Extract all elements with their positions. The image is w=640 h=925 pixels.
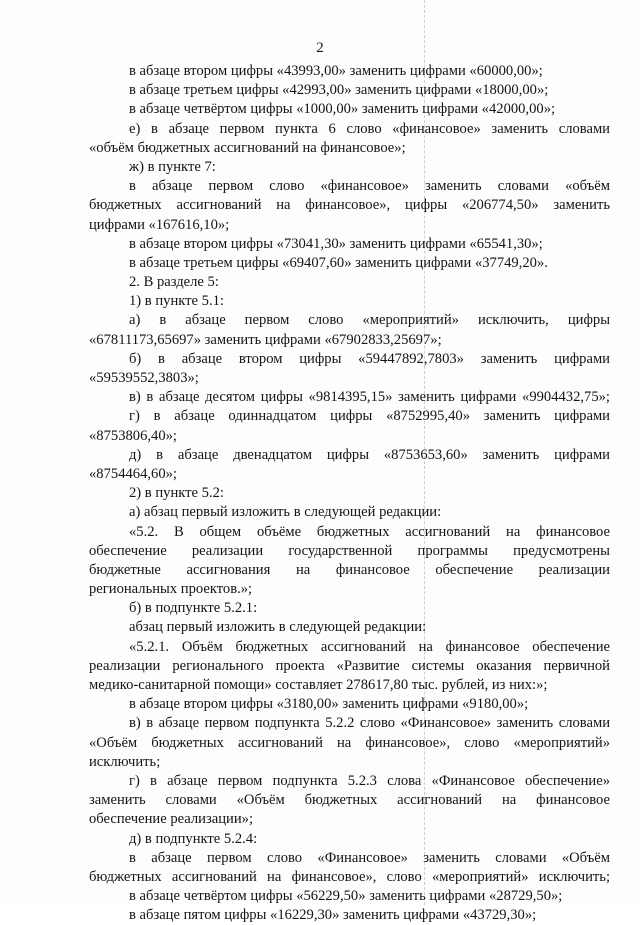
text-line: обеспечение реализации государственной программы предусмотрены (89, 542, 610, 559)
text-line: в абзаце втором цифры «73041,30» заменить цифрами «65541,30»; (129, 235, 543, 252)
text-line: в абзаце пятом цифры «16229,30» заменить цифрами «43729,30»; (129, 907, 537, 924)
text-line: в абзаце первом слово «финансовое» заменить словами «объём (129, 178, 610, 195)
text-line: в абзаце четвёртом цифры «56229,50» заменить цифрами «28729,50»; (129, 888, 563, 905)
text-line: б) в абзаце втором цифры «59447892,7803» заменить цифрами (129, 350, 610, 367)
text-line: г) в абзаце одиннадцатом цифры «8752995,40» заменить цифрами (129, 408, 610, 425)
text-line: «объём бюджетных ассигнований на финансовое»; (89, 139, 406, 156)
text-line: «8753806,40»; (89, 427, 177, 444)
text-line: 2) в пункте 5.2: (129, 485, 224, 502)
text-line: бюджетных ассигнований на финансовое», цифры «206774,50» заменить (89, 197, 610, 214)
text-line: б) в подпункте 5.2.1: (129, 600, 258, 617)
text-line: исключить; (89, 753, 161, 770)
text-line: в абзаце втором цифры «3180,00» заменить цифрами «9180,00»; (129, 696, 529, 713)
text-line: «8754464,60»; (89, 465, 177, 482)
document-body (89, 62, 610, 925)
text-line: обеспечение реализации»; (89, 811, 254, 828)
text-line: в абзаце первом слово «Финансовое» заменить словами «Объём (129, 849, 610, 866)
text-line: «5.2.1. Объём бюджетных ассигнований на финансовое обеспечение (129, 638, 610, 655)
text-line: бюджетных ассигнований на финансовое», слово «мероприятий» исключить; (89, 868, 610, 885)
page-number: 2 (316, 40, 324, 56)
text-line: заменить словами «Объём бюджетных ассигнований на финансовое (89, 792, 610, 809)
text-line: «5.2. В общем объёме бюджетных ассигнований на финансовое (129, 523, 610, 540)
text-line: в) в абзаце первом подпункта 5.2.2 слово «Финансовое» заменить словами (129, 715, 610, 732)
text-line: в) в абзаце десятом цифры «9814395,15» заменить цифрами «9904432,75»; (129, 389, 610, 406)
text-line: в абзаце третьем цифры «42993,00» заменить цифрами «18000,00»; (129, 82, 549, 99)
text-line: е) в абзаце первом пункта 6 слово «финансовое» заменить словами (129, 120, 610, 137)
text-line: реализации регионального проекта «Развитие системы оказания первичной (89, 657, 610, 674)
text-line: «Объём бюджетных ассигнований на финансовое», слово «мероприятий» (89, 734, 610, 751)
text-line: в абзаце четвёртом цифры «1000,00» заменить цифрами «42000,00»; (129, 101, 556, 118)
text-line: д) в абзаце двенадцатом цифры «8753653,60» заменить цифрами (129, 446, 610, 463)
text-line: 2. В разделе 5: (129, 274, 219, 291)
text-line: региональных проектов.»; (89, 581, 253, 598)
text-line: в абзаце втором цифры «43993,00» заменить цифрами «60000,00»; (129, 63, 543, 79)
text-line: «67811173,65697» заменить цифрами «67902833,25697»; (89, 331, 442, 348)
text-line: а) в абзаце первом слово «мероприятий» исключить, цифры (129, 312, 610, 329)
text-line: г) в абзаце первом подпункта 5.2.3 слова «Финансовое обеспечение» (129, 772, 610, 789)
text-line: в абзаце третьем цифры «69407,60» заменить цифрами «37749,20». (129, 254, 548, 271)
text-line: абзац первый изложить в следующей редакции: (129, 619, 427, 636)
text-line: медико-санитарной помощи» составляет 278617,80 тыс. рублей, из них:»; (89, 677, 548, 693)
text-line: цифрами «167616,10»; (89, 216, 230, 233)
text-line: 1) в пункте 5.1: (129, 293, 224, 310)
text-line: «59539552,3803»; (89, 370, 199, 386)
text-line: д) в подпункте 5.2.4: (129, 830, 258, 847)
text-line: бюджетные ассигнования на финансовое обеспечение реализации (89, 561, 610, 578)
text-line: ж) в пункте 7: (129, 158, 216, 175)
text-line: а) абзац первый изложить в следующей редакции: (129, 504, 442, 521)
